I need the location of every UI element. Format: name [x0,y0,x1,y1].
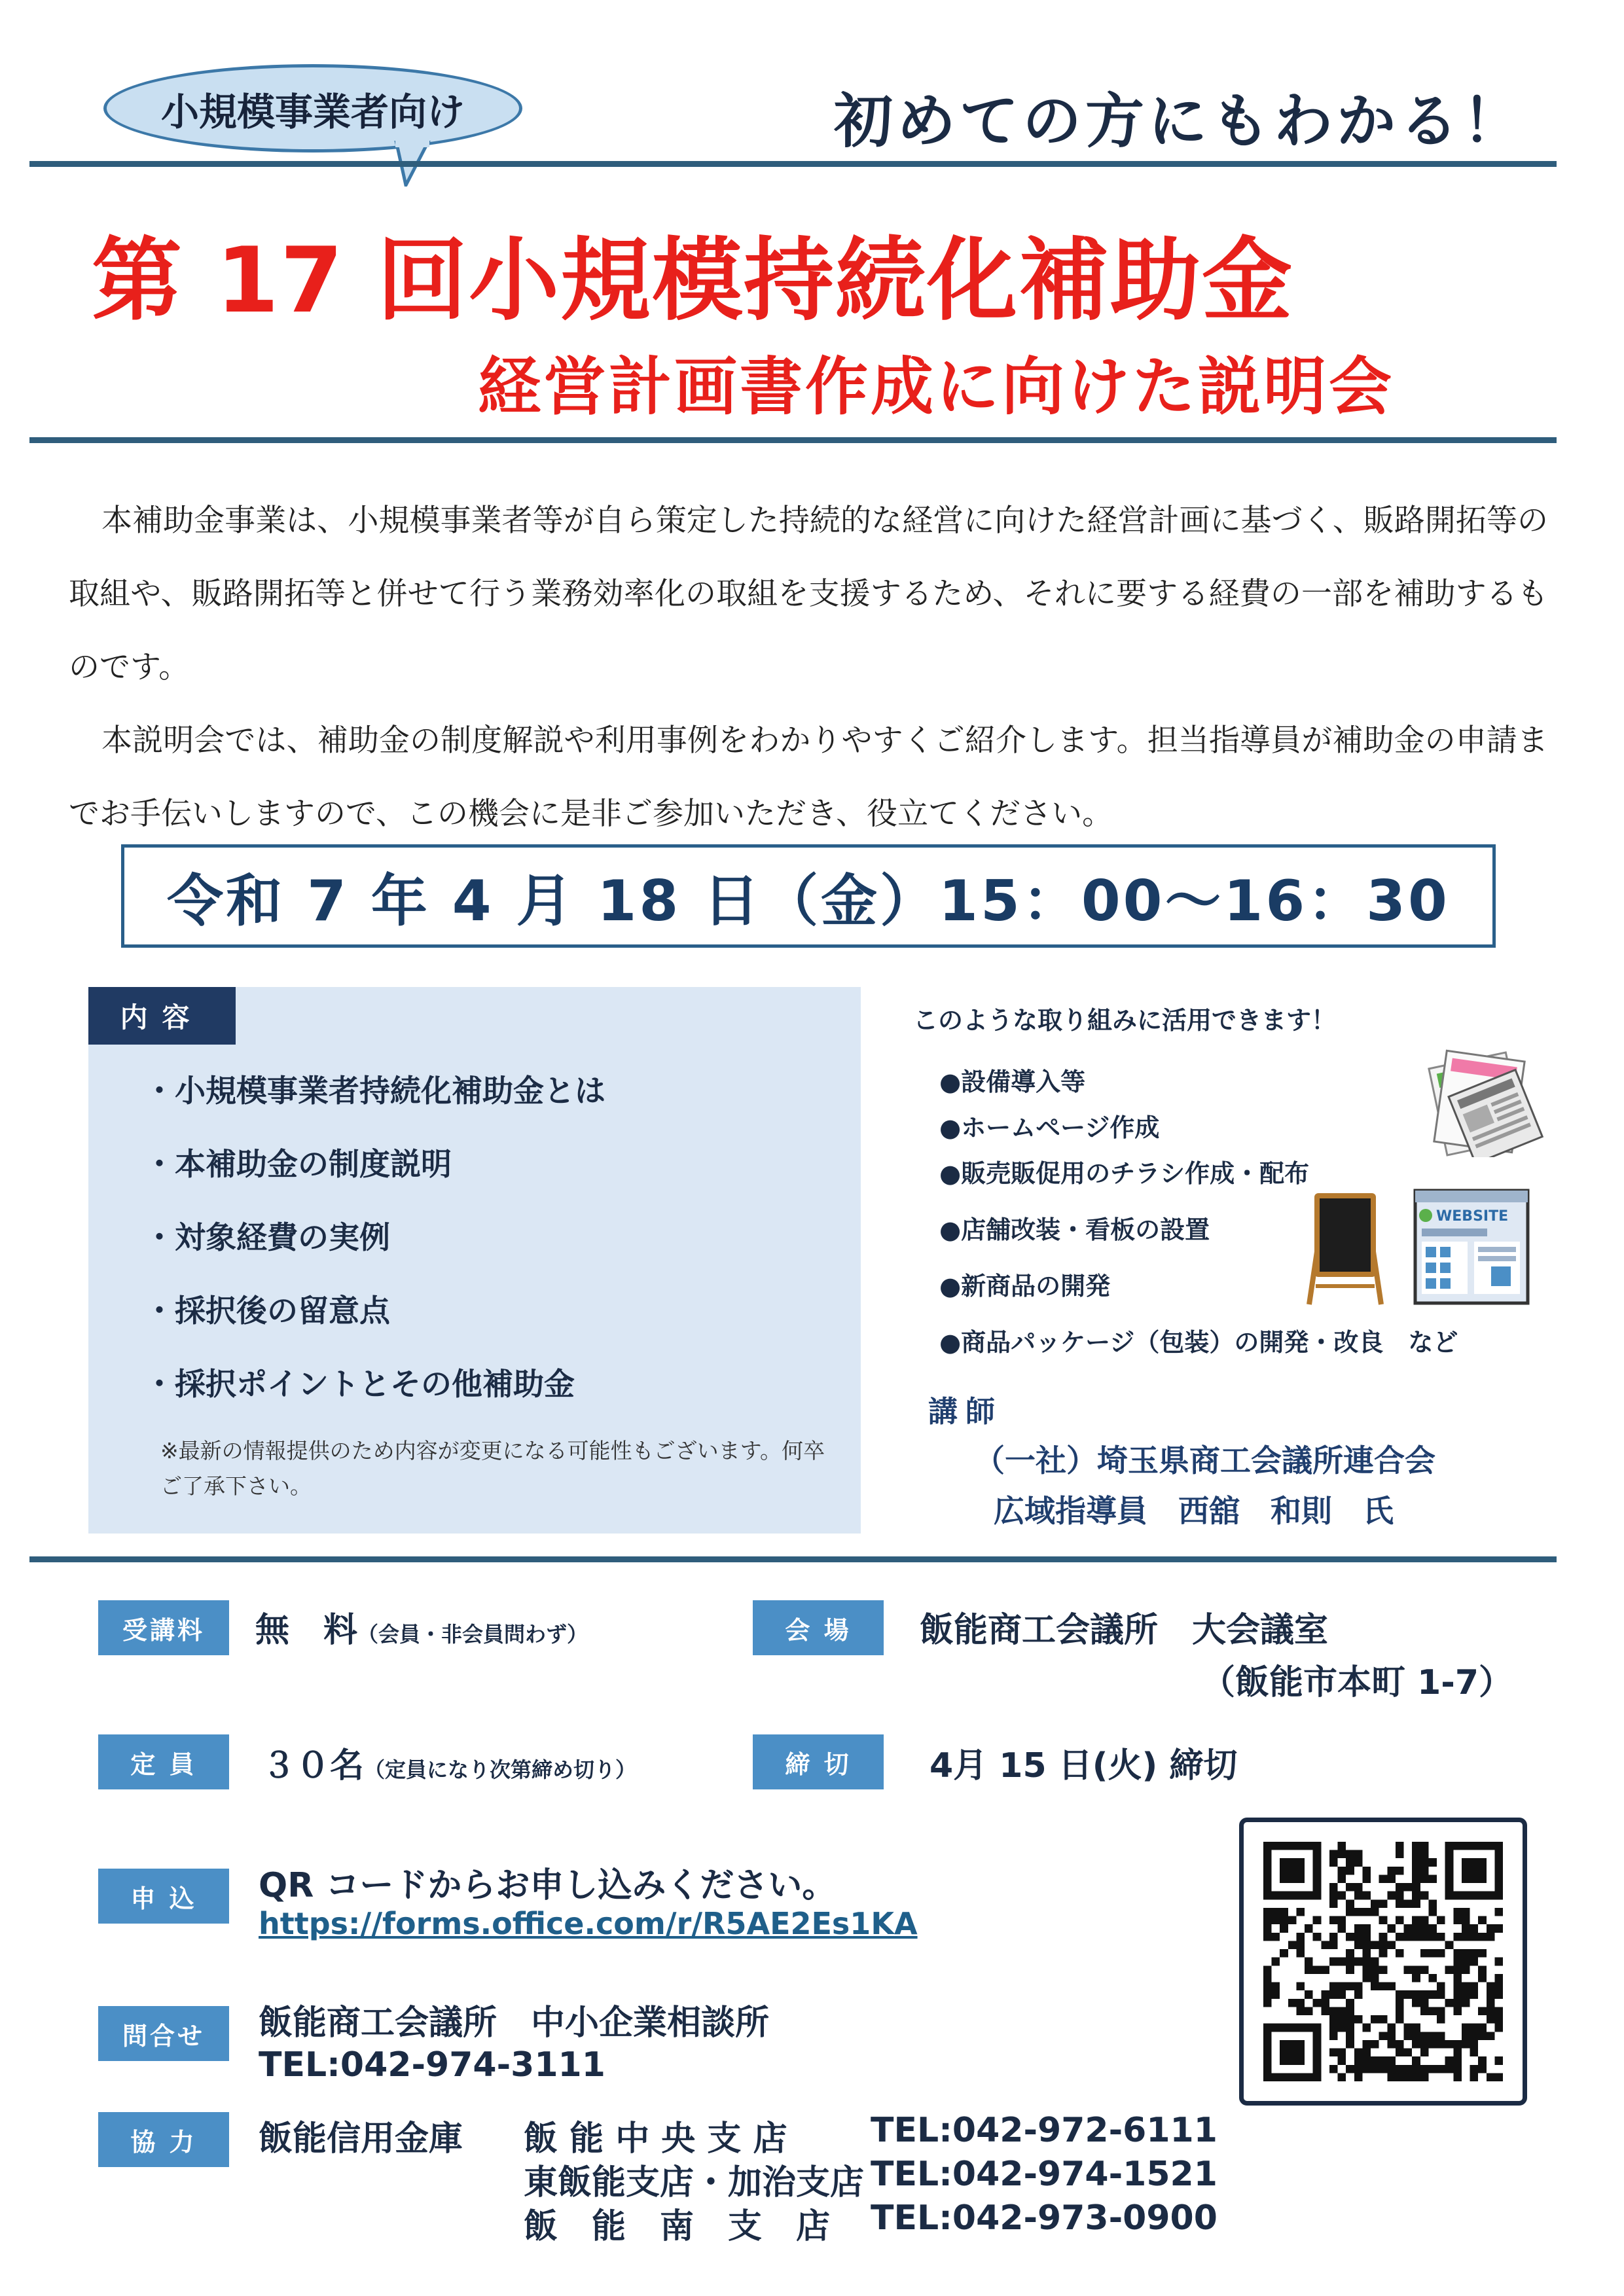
divider [29,161,1557,167]
flyers-icon [1414,1046,1545,1157]
content-item: ・採択ポイントとその他補助金 [144,1367,575,1403]
use-item: ●店舗改装・看板の設置 [939,1215,1210,1244]
divider [29,1556,1557,1562]
content-item: ・小規模事業者持続化補助金とは [144,1073,605,1109]
contact-tel: TEL:042-974-3111 [259,2045,605,2085]
branch-tel: TEL:042-972-6111 [871,2111,1218,2150]
use-item: ●販売販促用のチラシ作成・配布 [939,1159,1310,1188]
capacity-label: 定 員 [98,1734,229,1789]
capacity-value [262,1738,636,1787]
divider [29,437,1557,443]
fee-note: （会員・非会員問わず） [357,1622,588,1647]
instructor-name: 広域指導員 西舘 和則 氏 [994,1494,1394,1530]
website-icon [1413,1188,1530,1306]
uses-title: このような取り組みに活用できます！ [913,1006,1337,1035]
contents-note: ※最新の情報提供のため内容が変更になる可能性もございます。何卒ご了承下さい。 [160,1438,825,1499]
cooperation-label: 協 力 [98,2112,229,2167]
deadline-value: 4月 15 日(火) 締切 [929,1746,1238,1785]
fee-value [255,1602,588,1651]
page-subtitle: 経営計画書作成に向けた説明会 [478,350,1394,423]
event-datetime [121,844,1496,948]
event-datetime-text: 令和 7 年 4 月 18 日（金）15：00〜16：30 [167,869,1450,934]
content-item: ・採択後の留意点 [144,1293,390,1329]
qr-code-icon[interactable] [1263,1842,1503,2081]
tagline: 初めての方にもわかる！ [834,87,1525,156]
qr-code-frame [1239,1818,1527,2106]
branch-tel: TEL:042-973-0900 [871,2198,1218,2238]
branch-tel: TEL:042-974-1521 [871,2155,1218,2194]
contact-label: 問合せ [98,2006,229,2061]
branch-name: 東飯能支店・加治支店 [524,2163,865,2202]
venue-label: 会 場 [753,1600,884,1655]
deadline-label: 締 切 [753,1734,884,1789]
use-item: ●ホームページ作成 [939,1113,1160,1142]
intro-text [69,484,1548,851]
branch-name: 飯 能 中 央 支 店 [524,2119,787,2159]
page-title: 第 17 回小規模持続化補助金 [92,228,1294,333]
fee-amount: 無 料 [255,1611,358,1650]
venue-name: 飯能商工会議所 大会議室 [920,1611,1329,1650]
signboard-icon [1296,1188,1394,1306]
capacity-note: （定員になり次第締め切り） [364,1757,637,1782]
intro-paragraph: 本説明会では、補助金の制度解説や利用事例をわかりやすくご紹介します。担当指導員が補助金の申請までお手伝いしますので、この機会に是非ご参加いただき、役立てください。 [69,723,1548,832]
apply-url-link[interactable]: https://forms.office.com/r/R5AE2Es1KA [259,1906,918,1941]
cooperation-org: 飯能信用金庫 [259,2119,463,2159]
use-item: ●設備導入等 [939,1067,1086,1096]
venue-address: （飯能市本町 1-7） [1201,1663,1513,1702]
instructor-organization: （一社）埼玉県商工会議所連合会 [974,1443,1435,1479]
target-audience-text: 小規模事業者向け [160,89,465,134]
website-label: WEBSITE [1436,1208,1509,1225]
contents-tab-label: 内容 [88,987,236,1045]
instructor-label: 講師 [928,1394,1003,1429]
content-item: ・対象経費の実例 [144,1220,390,1256]
branch-name: 飯 能 南 支 店 [524,2207,831,2246]
use-item: ●商品パッケージ（包装）の開発・改良 など [939,1328,1458,1357]
intro-paragraph: 本補助金事業は、小規模事業者等が自ら策定した持続的な経営に向けた経営計画に基づく、販路開拓等の取組や、販路開拓等と併せて行う業務効率化の取組を支援するため、それに要する経費の一部を補助するものです。 [69,503,1548,685]
contact-name: 飯能商工会議所 中小企業相談所 [259,2003,770,2043]
fee-label: 受講料 [98,1600,229,1655]
capacity-number: ３０名 [262,1746,365,1785]
apply-instruction: QR コードからお申し込みください。 [259,1866,837,1905]
use-item: ●新商品の開発 [939,1272,1111,1300]
content-item: ・本補助金の制度説明 [144,1147,452,1183]
target-audience-bubble [103,64,522,152]
apply-label: 申 込 [98,1869,229,1924]
